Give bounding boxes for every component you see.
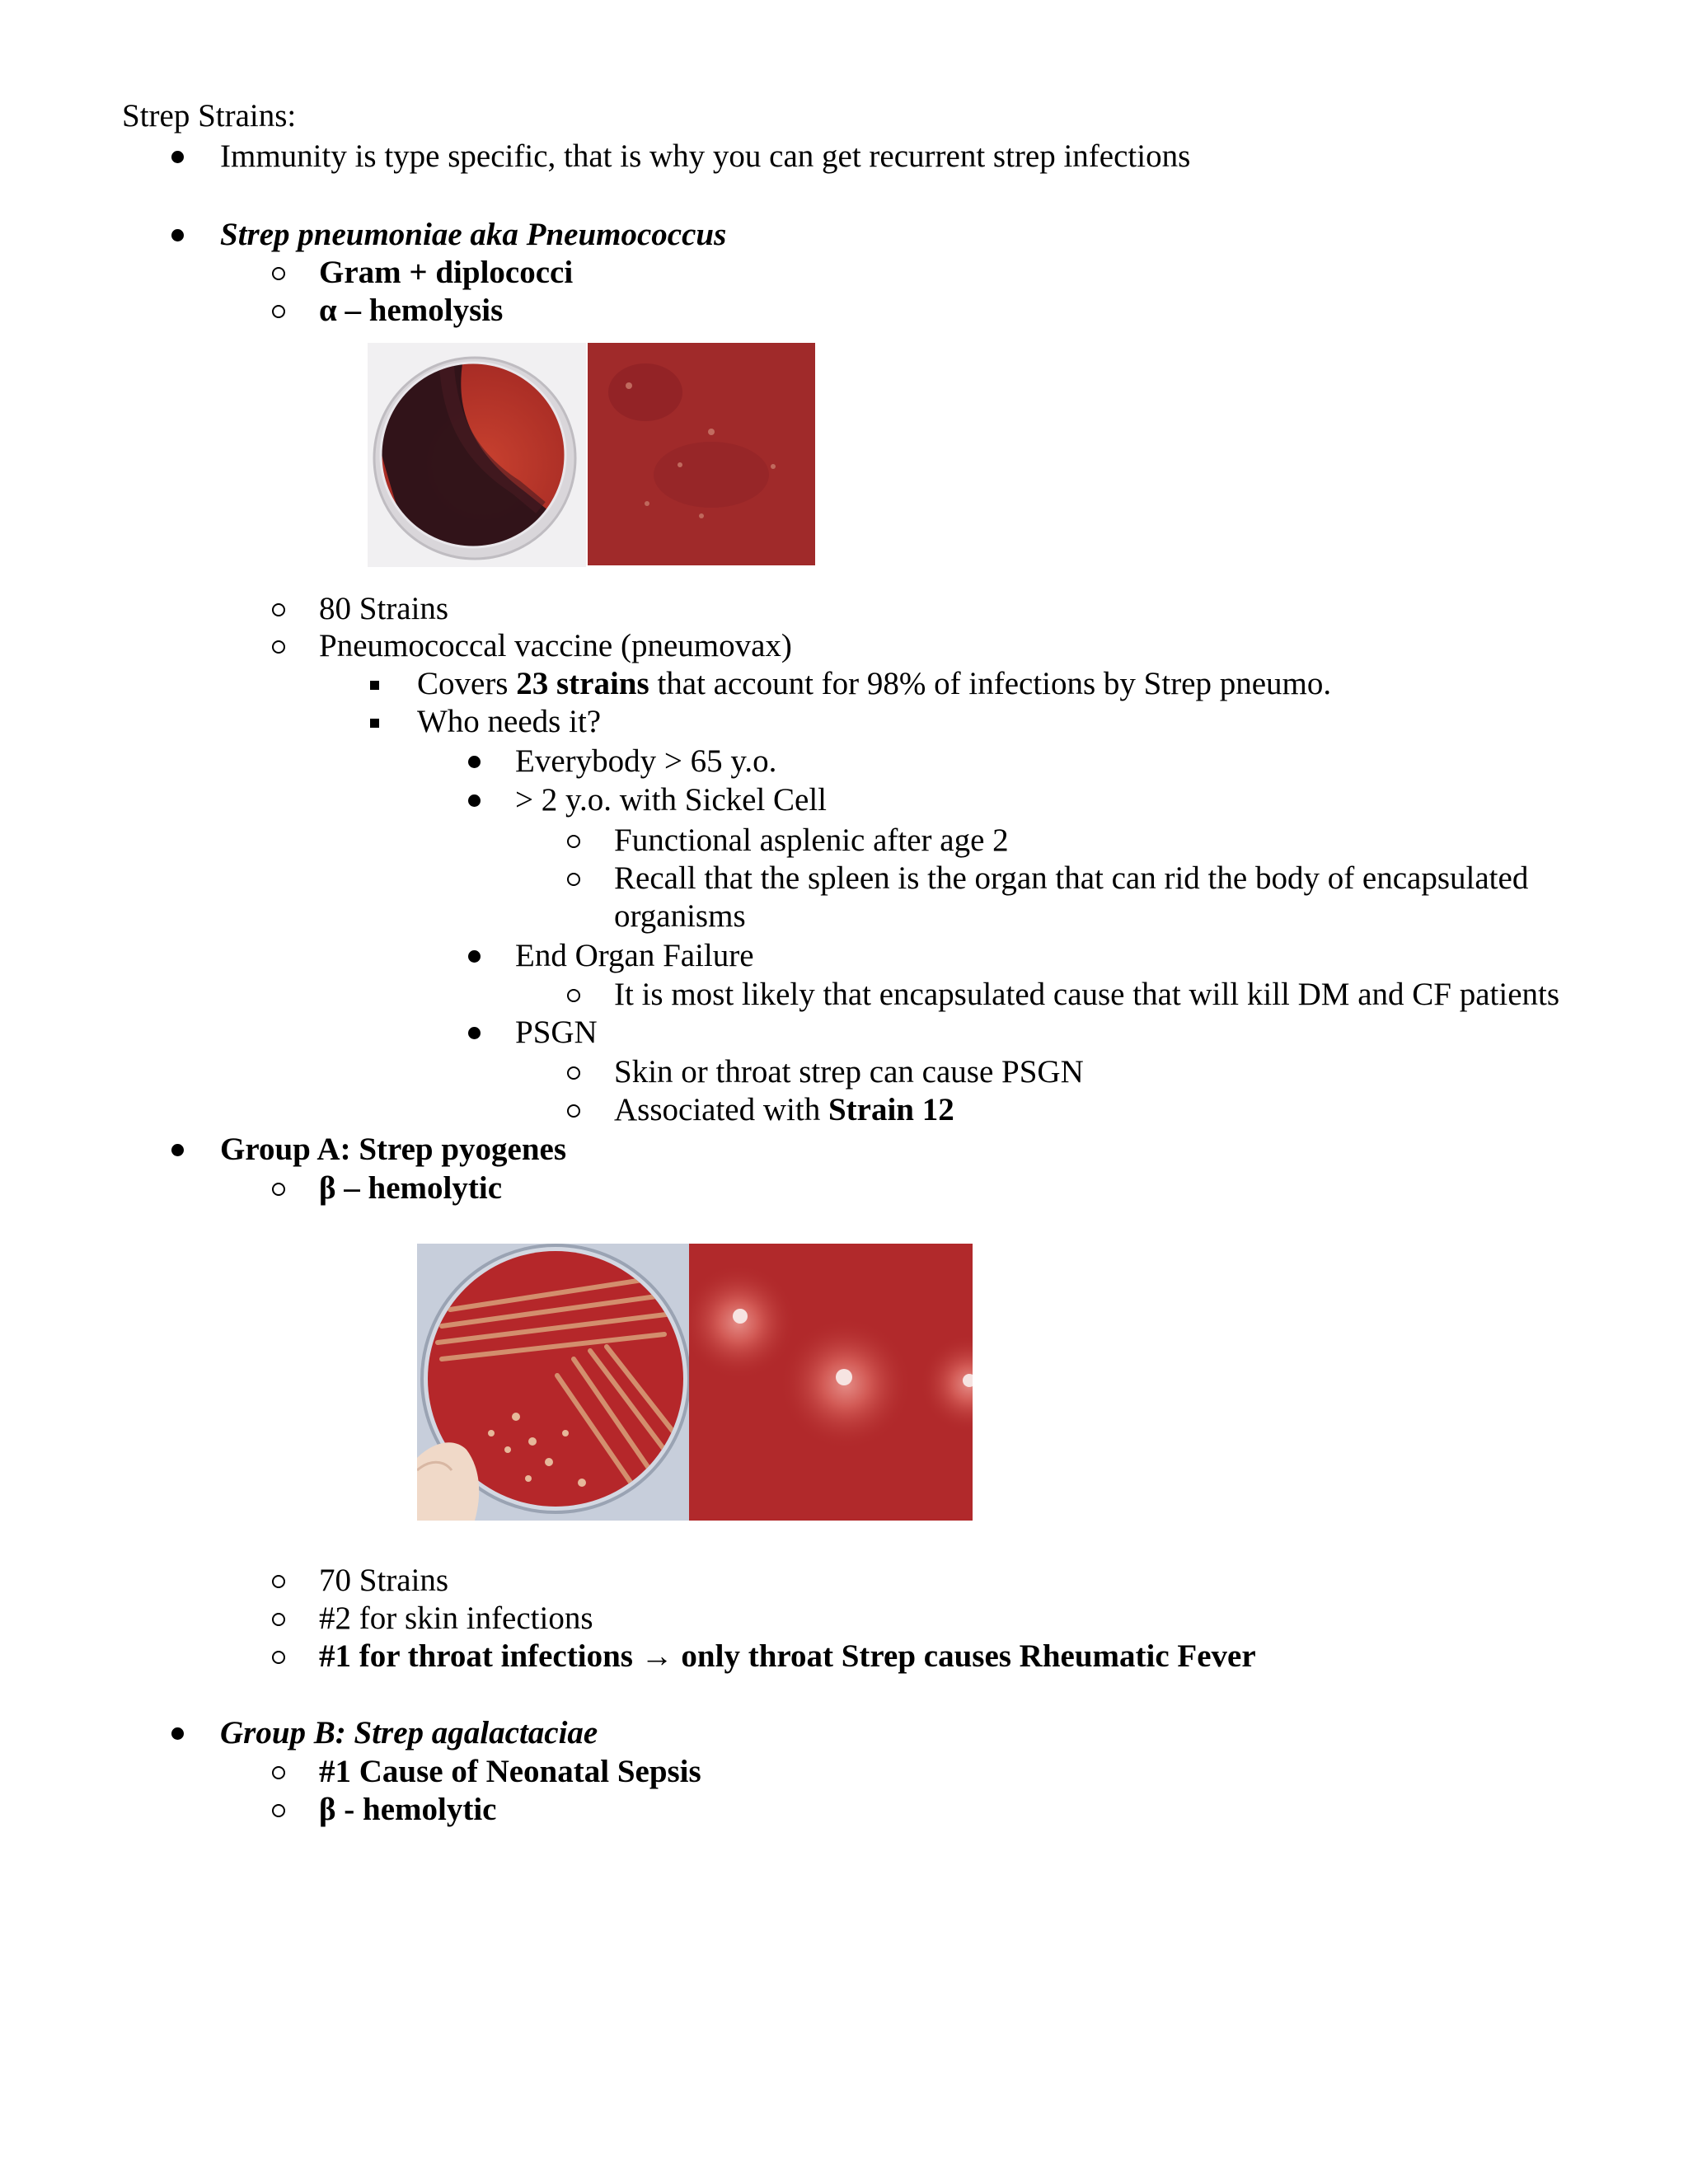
bullet-dot [171, 151, 184, 163]
bullet-square [370, 719, 379, 728]
bullet-dot [468, 794, 481, 807]
page-title: Strep Strains: [122, 98, 297, 134]
pneumoniae-vaccine: Pneumococcal vaccine (pneumovax) [319, 628, 792, 663]
alpha-hemolysis-plate-image [368, 343, 586, 567]
vaccine-covers-pre: Covers [417, 666, 517, 701]
group-b-title: Group B: Strep agalactaciae [220, 1715, 598, 1750]
bullet-square [370, 681, 379, 690]
bullet-circle [567, 873, 580, 886]
bullet-dot [171, 1144, 184, 1156]
who-needs-everybody: Everybody > 65 y.o. [515, 743, 777, 779]
pneumoniae-title: Strep pneumoniae aka Pneumococcus [220, 217, 727, 252]
group-a-throat: #1 for throat infections → only throat Strep causes Rheumatic Fever [319, 1638, 1256, 1674]
group-b-sepsis: #1 Cause of Neonatal Sepsis [319, 1754, 701, 1789]
bullet-circle [567, 835, 580, 848]
group-a-title: Group A: Strep pyogenes [220, 1132, 567, 1167]
bullet-circle [272, 1766, 285, 1779]
group-b-hemolytic: β - hemolytic [319, 1792, 497, 1827]
alpha-hemolysis-closeup-image [588, 343, 815, 565]
psgn-associated-pre: Associated with [614, 1092, 828, 1127]
vaccine-who-needs: Who needs it? [417, 704, 602, 739]
bullet-circle [272, 305, 285, 318]
vaccine-covers [417, 665, 1331, 703]
bullet-dot [171, 229, 184, 241]
psgn-associated [614, 1091, 954, 1129]
who-needs-end-organ: End Organ Failure [515, 938, 754, 973]
bullet-circle [272, 1613, 285, 1626]
who-needs-psgn: PSGN [515, 1015, 598, 1050]
psgn-associated-strain: Strain 12 [828, 1092, 954, 1127]
bullet-circle [272, 1183, 285, 1196]
end-organ-encapsulated: It is most likely that encapsulated cause that will kill DM and CF patients [614, 977, 1560, 1012]
intro-bullet-text: Immunity is type specific, that is why you can get recurrent strep infections [220, 138, 1191, 174]
bullet-circle [567, 1066, 580, 1080]
vaccine-covers-strains: 23 strains [516, 666, 649, 701]
bullet-circle [272, 640, 285, 654]
group-a-strains: 70 Strains [319, 1563, 449, 1598]
pneumoniae-hemolysis: α – hemolysis [319, 293, 504, 328]
beta-hemolysis-plate-image [417, 1244, 689, 1521]
sickle-spleen-line-2: organisms [614, 898, 746, 934]
bullet-circle [567, 989, 580, 1002]
bullet-circle [272, 1575, 285, 1588]
bullet-circle [567, 1104, 580, 1118]
bullet-circle [272, 603, 285, 616]
bullet-dot [468, 1027, 481, 1039]
bullet-dot [468, 756, 481, 768]
sickle-asplenic: Functional asplenic after age 2 [614, 823, 1009, 858]
bullet-dot [171, 1727, 184, 1740]
pneumoniae-gram: Gram + diplococci [319, 255, 574, 290]
beta-hemolysis-closeup-image [689, 1244, 973, 1521]
vaccine-covers-post: that account for 98% of infections by Strep pneumo. [649, 666, 1332, 701]
who-needs-sickle-cell: > 2 y.o. with Sickel Cell [515, 782, 828, 818]
bullet-dot [468, 950, 481, 963]
group-a-skin: #2 for skin infections [319, 1601, 593, 1636]
pneumoniae-strains: 80 Strains [319, 591, 449, 626]
psgn-skin-throat: Skin or throat strep can cause PSGN [614, 1054, 1084, 1090]
bullet-circle [272, 1804, 285, 1817]
bullet-circle [272, 267, 285, 280]
bullet-circle [272, 1651, 285, 1664]
group-a-hemolytic: β – hemolytic [319, 1170, 503, 1206]
sickle-spleen-line-1: Recall that the spleen is the organ that can rid the body of encapsulated [614, 860, 1529, 896]
